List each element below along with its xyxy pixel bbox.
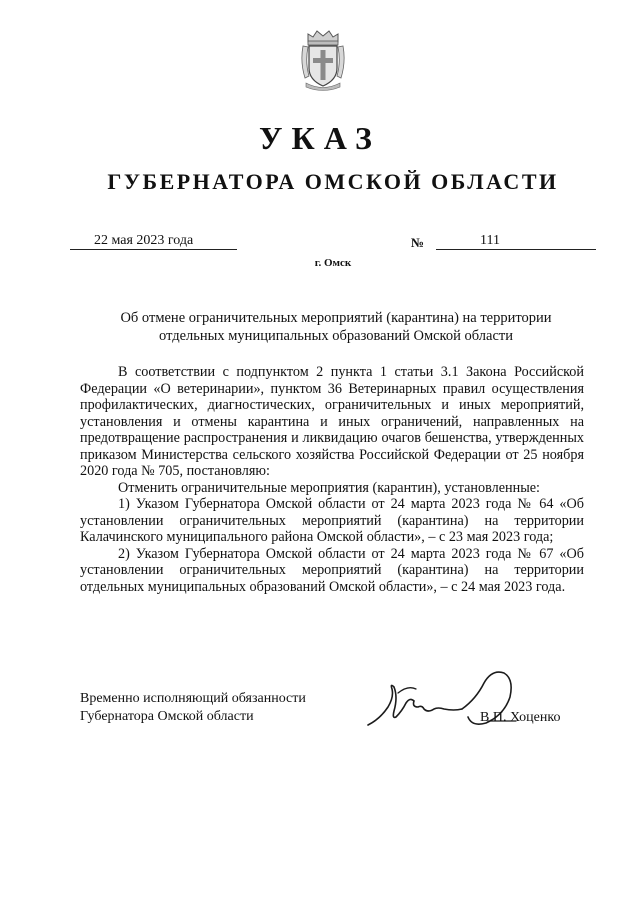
document-subtitle: ГУБЕРНАТОРА ОМСКОЙ ОБЛАСТИ bbox=[107, 169, 559, 194]
body-paragraph: 1) Указом Губернатора Омской области от 24 марта 2023 года № 64 «Об установлении ограничительных мероприятий (карантина) на территории Калачинского муниципального района Омской области», – с 23 мая 2023 года; bbox=[80, 496, 584, 545]
body-paragraph: Отменить ограничительные мероприятия (карантин), установленные: bbox=[118, 479, 540, 496]
document-subject: Об отмене ограничительных мероприятий (карантина) на территории отдельных муниципальных образований Омской области bbox=[120, 310, 552, 344]
body-paragraph: 2) Указом Губернатора Омской области от 24 марта 2023 года № 67 «Об установлении ограничительных мероприятий (карантина) на территории отдельных муниципальных образований Омской области», – с 24 мая 2023 года. bbox=[80, 545, 584, 595]
signer-name: В.П. Хоценко bbox=[480, 710, 561, 725]
document-body bbox=[80, 364, 584, 595]
body-paragraph: В соответствии с подпунктом 2 пункта 1 статьи 3.1 Закона Российской Федерации «О ветеринарии», пунктом 36 Ветеринарных правил осуществления профилактических, диагностических, ограничительных и иных мероприятий, установления и отмены карантина и иных ограничений, направленных на предотвращение распространения и ликвидацию очагов бешенства, утвержденных приказом Министерства сельского хозяйства Российской Федерации от 25 ноября 2020 года № 705, постановляю: bbox=[80, 364, 584, 479]
omsk-coat-of-arms-icon bbox=[300, 28, 346, 92]
signer-position-line: Губернатора Омской области bbox=[80, 709, 254, 724]
signer-position-line: Временно исполняющий обязанности bbox=[80, 691, 306, 706]
document-city: г. Омск bbox=[314, 257, 352, 269]
document-number: 111 bbox=[436, 232, 596, 250]
signer-position bbox=[80, 690, 306, 726]
handwritten-signature-icon bbox=[364, 663, 524, 743]
document-date: 22 мая 2023 года bbox=[70, 232, 237, 250]
document-title: УКАЗ bbox=[259, 120, 381, 156]
number-sign: № bbox=[411, 235, 425, 250]
